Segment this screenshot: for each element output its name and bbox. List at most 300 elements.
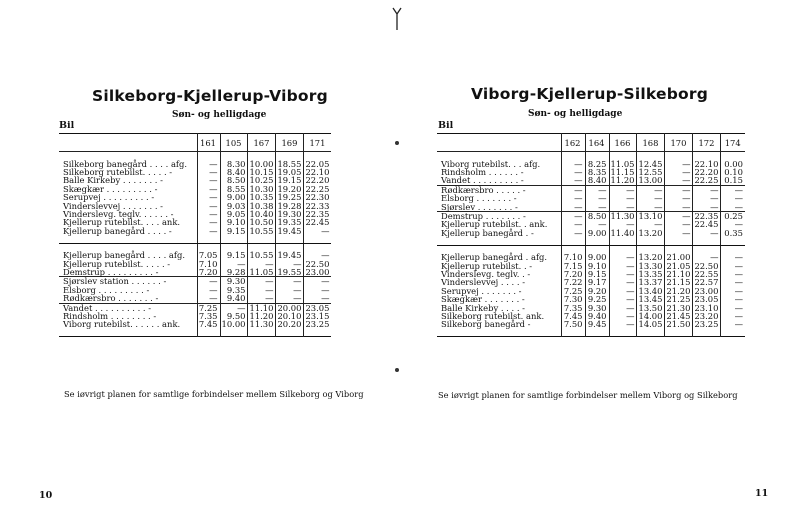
departure-time: 0.25 [721, 211, 745, 220]
route-number: 161 [197, 134, 220, 152]
station-name: Sjørslev . . . . . . . - [437, 203, 561, 212]
departure-time: 8.55 [220, 185, 248, 193]
route-number: 167 [248, 134, 276, 152]
departure-time: 21.15 [665, 278, 693, 286]
station-name: Sjørslev station . . . . . . - [63, 276, 167, 287]
departure-time: — [304, 227, 331, 235]
spacer-cell [665, 237, 693, 245]
route-number: 105 [220, 134, 248, 152]
departure-time: — [665, 211, 693, 220]
route-number: 172 [693, 134, 721, 152]
departure-time: 22.50 [305, 258, 330, 269]
spacer-cell [248, 235, 276, 243]
departure-time: — [637, 185, 665, 194]
station-name: Balle Kirkeby . . . . . . . - [63, 175, 163, 186]
departure-time: 8.50 [220, 176, 248, 184]
departure-time: 8.25 [585, 160, 609, 168]
station-name: Vinderslevg. teglv. . - [441, 268, 531, 279]
departure-time: — [721, 287, 745, 295]
departure-time: 10.50 [248, 218, 276, 226]
departure-time: — [561, 203, 585, 212]
departure-time: 23.10 [693, 304, 721, 312]
header-row [437, 134, 745, 152]
departure-time: 13.00 [637, 176, 665, 185]
station-name: Vandet . . . . . . . . . - [437, 176, 561, 185]
departure-time: — [693, 253, 721, 261]
departure-time: — [637, 203, 665, 212]
departure-time: 8.30 [220, 160, 248, 168]
departure-time: 22.05 [305, 158, 330, 169]
station-name: Skægkær . . . . . . . . . - [63, 183, 158, 194]
departure-time: 0.10 [721, 168, 745, 176]
departure-time: 19.30 [276, 210, 304, 218]
departure-time: — [276, 277, 304, 286]
departure-time: — [693, 185, 721, 194]
spacer-cell [609, 329, 637, 337]
departure-time: — [721, 320, 745, 328]
timetable [59, 133, 331, 337]
spacer-cell [561, 329, 585, 337]
timetable [437, 133, 745, 337]
departure-time: — [721, 262, 745, 270]
departure-time: 7.45 [197, 320, 220, 328]
departure-time: — [248, 286, 276, 294]
departure-time: 10.00 [220, 320, 248, 328]
departure-time: — [609, 320, 637, 328]
station-name: Rindsholm . . . . . . . . - [63, 311, 157, 321]
departure-time: 9.30 [585, 304, 609, 312]
departure-time: 0.15 [721, 176, 745, 185]
spacer-cell [59, 329, 197, 337]
route-number: 169 [276, 134, 304, 152]
departure-time: — [609, 220, 637, 228]
departure-time: 10.38 [248, 202, 276, 210]
departure-time: — [693, 229, 721, 237]
departure-time: 21.30 [665, 304, 693, 312]
subtitle: Søn- og helligdage [172, 110, 267, 120]
departure-time: 7.10 [197, 260, 220, 268]
header-row [59, 134, 331, 152]
departure-time: — [304, 294, 331, 303]
departure-time: 9.10 [585, 262, 609, 270]
departure-time: — [276, 260, 304, 268]
departure-time: 0.00 [721, 160, 745, 168]
departure-time: 11.20 [609, 176, 637, 185]
departure-time: 9.40 [585, 312, 609, 320]
spacer-cell [220, 329, 248, 337]
departure-time: 19.45 [276, 251, 304, 259]
departure-time: — [721, 312, 745, 320]
departure-time: — [721, 203, 745, 212]
departure-time: — [561, 176, 585, 185]
departure-time: — [561, 211, 585, 220]
departure-time: 23.15 [305, 311, 330, 321]
departure-time: 23.20 [693, 312, 721, 320]
vehicle-label: Bil [438, 120, 454, 131]
departure-time: 19.45 [276, 227, 304, 235]
departure-time: 21.25 [665, 295, 693, 303]
station-name: Elsborg . . . . . . . - [441, 193, 517, 204]
departure-time: 13.40 [637, 287, 665, 295]
departure-time: 10.00 [248, 160, 276, 168]
departure-time: 22.10 [305, 166, 330, 177]
station-name: Kjellerup banegård . - [441, 227, 534, 238]
header-station-cell [437, 134, 561, 152]
departure-time: — [220, 260, 248, 268]
spacer-cell [637, 329, 665, 337]
departure-time: — [585, 194, 609, 202]
spacer-cell [304, 329, 331, 337]
departure-time: 22.20 [693, 168, 721, 176]
spacer-cell [59, 235, 197, 243]
spacer-row [59, 329, 331, 337]
station-name: Kjellerup banegård . afg. [441, 252, 548, 263]
station-name: Serupvej . . . . . . . - [441, 285, 522, 296]
route-number: 164 [585, 134, 609, 152]
station-name: Balle Kirkeby . . . . - [441, 302, 525, 313]
header-station-cell [59, 134, 197, 152]
departure-time: 22.25 [693, 176, 721, 185]
station-name: Viborg rutebilst. . . . . . ank. [63, 319, 181, 330]
departure-time: 21.00 [665, 253, 693, 261]
spacer-cell [248, 329, 276, 337]
route-number: 171 [304, 134, 331, 152]
station-name: Rødkærsbro . . . . . - [441, 184, 526, 195]
departure-time: 9.28 [220, 268, 248, 277]
departure-time: — [609, 253, 637, 261]
departure-time: 10.25 [248, 176, 276, 184]
departure-time: 23.00 [305, 266, 330, 277]
station-name: Elsborg . . . . . . . . . - [63, 284, 150, 295]
departure-time: 20.00 [276, 303, 304, 312]
spacer-cell [637, 237, 665, 245]
spacer-row [437, 237, 745, 245]
departure-time: — [721, 194, 745, 202]
page-title: Viborg-Kjellerup-Silkeborg [471, 85, 709, 103]
departure-time: 9.00 [585, 229, 609, 237]
spacer-cell [437, 329, 561, 337]
departure-time: 18.55 [276, 160, 304, 168]
departure-time: — [197, 168, 220, 176]
page-number: 10 [39, 490, 53, 501]
spacer-cell [585, 237, 609, 245]
departure-time: — [609, 278, 637, 286]
departure-time: — [197, 294, 220, 303]
departure-time: — [721, 220, 745, 228]
departure-time: 22.10 [693, 160, 721, 168]
station-name: Kjellerup rutebilst. . - [441, 260, 533, 271]
departure-time: 9.20 [585, 287, 609, 295]
departure-time: — [609, 185, 637, 194]
departure-time: — [197, 202, 220, 210]
departure-time: 12.45 [637, 160, 665, 168]
departure-time: — [585, 203, 609, 212]
timetable-row [59, 227, 331, 235]
station-name: Silkeborg rutebilst. . . . . - [63, 166, 173, 177]
departure-time: 9.35 [220, 286, 248, 294]
departure-time: 7.20 [197, 268, 220, 277]
departure-time: 22.45 [693, 220, 721, 228]
departure-time: 7.45 [561, 312, 585, 320]
departure-time: 7.10 [561, 253, 585, 261]
departure-time: — [721, 270, 745, 278]
departure-time: — [561, 168, 585, 176]
departure-time: 23.05 [693, 295, 721, 303]
page-number: 11 [755, 488, 769, 499]
timetable-row [59, 320, 331, 328]
departure-time: 22.57 [693, 278, 721, 286]
departure-time: 10.55 [248, 251, 276, 259]
departure-time: 13.45 [637, 295, 665, 303]
departure-time: — [609, 270, 637, 278]
departure-time: 7.25 [197, 303, 220, 312]
departure-time: 21.10 [665, 270, 693, 278]
spacer-cell [693, 329, 721, 337]
departure-time: 7.30 [561, 295, 585, 303]
departure-time: 22.33 [305, 200, 330, 211]
departure-time: — [637, 194, 665, 202]
departure-time: — [248, 277, 276, 286]
departure-time: — [721, 253, 745, 261]
spacer-cell [609, 237, 637, 245]
departure-time: 8.35 [585, 168, 609, 176]
station-name: Demstrup . . . . . . . - [441, 210, 526, 221]
departure-time: 14.05 [637, 320, 665, 328]
departure-time: 21.05 [665, 262, 693, 270]
departure-time: 9.15 [220, 227, 248, 235]
departure-time: 9.00 [585, 253, 609, 261]
departure-time: 19.35 [276, 218, 304, 226]
departure-time: 11.05 [248, 268, 276, 277]
departure-time: 7.50 [561, 320, 585, 328]
departure-time: — [304, 286, 331, 294]
departure-time: 10.15 [248, 168, 276, 176]
departure-time: 13.10 [637, 211, 665, 220]
station-name: Kjellerup rutebilst. . ank. [441, 219, 548, 230]
departure-time: 22.25 [305, 183, 330, 194]
departure-time: — [561, 185, 585, 194]
station-name: Rødkærsbro . . . . . . . - [59, 294, 197, 303]
station-name: Kjellerup banegård . . . . afg. [63, 250, 186, 261]
departure-time: 19.15 [276, 176, 304, 184]
departure-time: — [197, 286, 220, 294]
spacer-cell [693, 237, 721, 245]
departure-time: 22.20 [305, 175, 330, 186]
departure-time: 11.05 [609, 160, 637, 168]
departure-time: 22.35 [693, 211, 721, 220]
route-number: 166 [609, 134, 637, 152]
departure-time: 7.22 [561, 278, 585, 286]
route-number: 170 [665, 134, 693, 152]
departure-time: — [276, 294, 304, 303]
departure-time: — [197, 185, 220, 193]
spacer-cell [665, 329, 693, 337]
departure-time: 13.37 [637, 278, 665, 286]
route-number: 174 [721, 134, 745, 152]
departure-time: 7.35 [197, 312, 220, 320]
departure-time: 22.50 [693, 262, 721, 270]
station-name: Viborg rutebilst. . . afg. [441, 158, 541, 169]
departure-time: 9.15 [220, 251, 248, 259]
departure-time: — [197, 218, 220, 226]
departure-time: 19.25 [276, 193, 304, 201]
station-name: Vinderslevvej . . . . - [441, 277, 526, 288]
departure-time: 7.20 [561, 270, 585, 278]
departure-time: 9.25 [585, 295, 609, 303]
departure-time: 8.40 [220, 168, 248, 176]
station-name: Silkeborg banegård . . . . afg. [63, 158, 188, 169]
departure-time: 21.50 [665, 320, 693, 328]
spacer-row [59, 235, 331, 243]
departure-time: — [721, 185, 745, 194]
departure-time: — [609, 203, 637, 212]
departure-time: 23.25 [693, 320, 721, 328]
departure-time: — [609, 287, 637, 295]
spacer-cell [437, 237, 561, 245]
departure-time: — [665, 176, 693, 185]
station-name: Rindsholm . . . . . . - [441, 166, 524, 177]
departure-time: 7.05 [197, 251, 220, 259]
departure-time: 23.00 [693, 287, 721, 295]
departure-time: — [561, 160, 585, 168]
vehicle-label: Bil [59, 120, 75, 131]
spacer-cell [220, 235, 248, 243]
departure-time: 9.30 [220, 277, 248, 286]
departure-time: — [665, 160, 693, 168]
timetable-row [59, 294, 331, 303]
departure-time: — [561, 220, 585, 228]
departure-time: 19.05 [276, 168, 304, 176]
departure-time: — [665, 229, 693, 237]
departure-time: 9.40 [220, 294, 248, 303]
station-name: Skægkær . . . . . . . - [441, 294, 525, 305]
departure-time: 19.20 [276, 185, 304, 193]
spacer-cell [304, 235, 331, 243]
timetable-row [437, 320, 745, 328]
station-name: Silkeborg banegård - [441, 319, 531, 330]
departure-time: 14.00 [637, 312, 665, 320]
departure-time: — [693, 194, 721, 202]
departure-time: — [609, 304, 637, 312]
departure-time: — [693, 203, 721, 212]
departure-time: — [276, 286, 304, 294]
timetable-row [437, 176, 745, 185]
footnote: Se iøvrigt planen for samtlige forbindelser mellem Viborg og Silkeborg [438, 390, 738, 400]
departure-time: — [721, 278, 745, 286]
departure-time: — [561, 194, 585, 202]
departure-time: 13.20 [637, 229, 665, 237]
spacer-cell [197, 329, 220, 337]
departure-time: 22.30 [305, 192, 330, 203]
subtitle: Søn- og helligdage [528, 109, 623, 119]
departure-time: 9.17 [585, 278, 609, 286]
departure-time: 23.25 [305, 319, 330, 330]
departure-time: — [304, 277, 331, 286]
route-number: 168 [637, 134, 665, 152]
departure-time: 11.30 [248, 320, 276, 328]
spacer-cell [585, 329, 609, 337]
station-name: Demstrup . . . . . . . . . - [59, 268, 197, 277]
station-name: Silkeborg rutebilst. ank. [441, 311, 545, 321]
departure-time: — [609, 295, 637, 303]
departure-time: 19.28 [276, 202, 304, 210]
spacer-row [437, 329, 745, 337]
departure-time: 7.15 [561, 262, 585, 270]
departure-time: 8.50 [585, 211, 609, 220]
departure-time: — [721, 304, 745, 312]
departure-time: — [561, 229, 585, 237]
departure-time: 11.30 [609, 211, 637, 220]
station-name: Kjellerup rutebilst. . . . . - [63, 258, 171, 269]
departure-time: — [220, 303, 248, 312]
departure-time: 11.40 [609, 229, 637, 237]
departure-time: 9.50 [220, 312, 248, 320]
departure-time: — [197, 193, 220, 201]
spacer-cell [721, 329, 745, 337]
departure-time: — [197, 176, 220, 184]
timetable-row [437, 229, 745, 237]
departure-time: — [665, 220, 693, 228]
departure-time: 9.00 [220, 193, 248, 201]
departure-time: — [304, 251, 331, 259]
departure-time: 11.10 [248, 303, 276, 312]
spacer-cell [197, 235, 220, 243]
departure-time: 21.20 [665, 287, 693, 295]
station-name: Vinderslevvej . . . . . . . - [63, 200, 164, 211]
departure-time: 23.05 [305, 302, 330, 313]
footnote: Se iøvrigt planen for samtlige forbindelser mellem Silkeborg og Viborg [64, 389, 364, 399]
departure-time: 13.50 [637, 304, 665, 312]
departure-time: — [609, 194, 637, 202]
station-name: Serupvej . . . . . . . . . - [63, 192, 155, 203]
departure-time: 22.55 [693, 270, 721, 278]
page-title: Silkeborg-Kjellerup-Viborg [92, 87, 328, 105]
departure-time: 7.35 [561, 304, 585, 312]
departure-time: — [609, 262, 637, 270]
departure-time: 22.35 [305, 208, 330, 219]
route-number: 162 [561, 134, 585, 152]
departure-time: 10.35 [248, 193, 276, 201]
departure-time: 22.45 [305, 217, 330, 228]
departure-time: 11.15 [609, 168, 637, 176]
spacer-cell [721, 237, 745, 245]
departure-time: — [665, 185, 693, 194]
spacer-cell [561, 237, 585, 245]
departure-time: 8.40 [585, 176, 609, 185]
departure-time: — [721, 295, 745, 303]
departure-time: — [609, 312, 637, 320]
departure-time: — [665, 203, 693, 212]
departure-time: 13.30 [637, 262, 665, 270]
departure-time: — [585, 220, 609, 228]
departure-time: 0.35 [721, 229, 745, 237]
departure-time: 7.25 [561, 287, 585, 295]
departure-time: 10.40 [248, 210, 276, 218]
departure-time: — [637, 220, 665, 228]
departure-time: 11.20 [248, 312, 276, 320]
spacer-cell [276, 235, 304, 243]
station-name: Kjellerup rutebilst. . . . ank. [63, 217, 181, 228]
departure-time: 9.03 [220, 202, 248, 210]
departure-time: 21.45 [665, 312, 693, 320]
departure-time: 9.10 [220, 218, 248, 226]
station-name: Vandet . . . . . . . . . . - [63, 302, 152, 313]
departure-time: — [665, 194, 693, 202]
departure-time: — [248, 260, 276, 268]
departure-time: 9.15 [585, 270, 609, 278]
departure-time: — [665, 168, 693, 176]
departure-time: — [197, 210, 220, 218]
